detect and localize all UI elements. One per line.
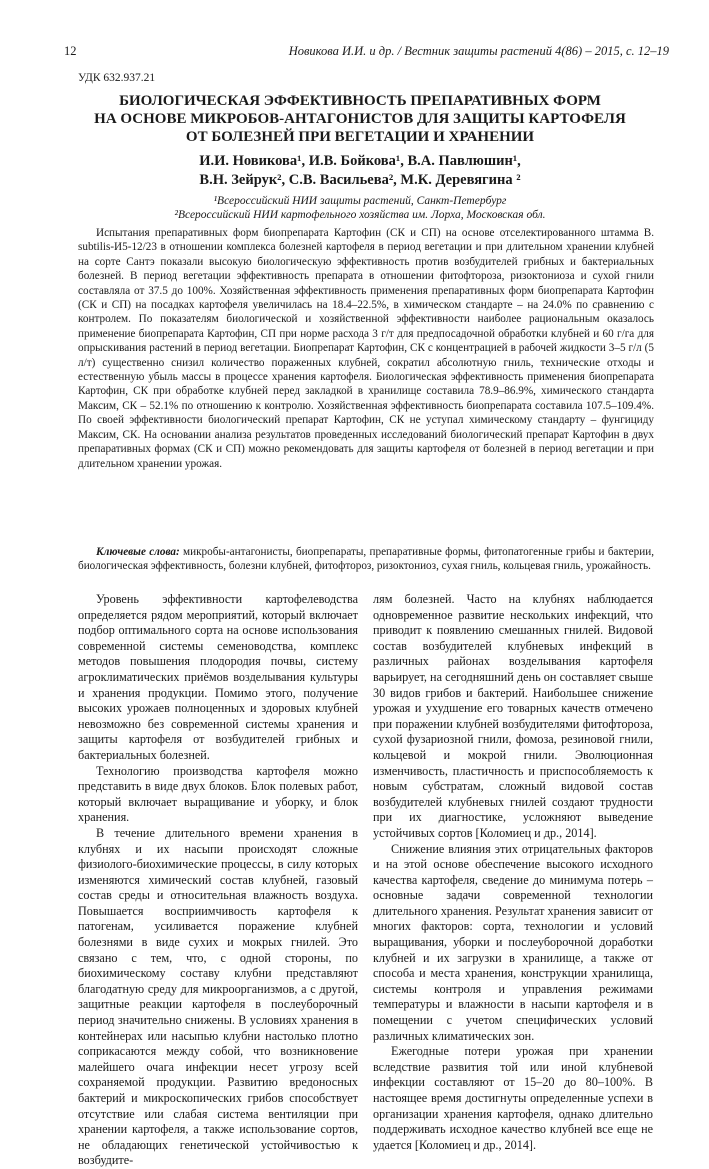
article-title xyxy=(70,92,650,146)
affiliation-1: ¹Всероссийский НИИ защиты растений, Санкт-Петербург xyxy=(213,195,507,207)
paragraph: Уровень эффективности картофелеводства определяется рядом мероприятий, который включает подбор оптимального сорта на основе использования современной системы семеноводства, комплекс методов повышения плодородия почвы, систему агроклиматических приёмов возделывания культуры и хранения продукции. Помимо этого, получение высоких урожаев полноценных и здоровых клубней невозможно без современной системы хранения и защиты картофеля от возбудителей грибных и бактериальных болезней. xyxy=(78,592,358,762)
journal-citation: Новикова И.И. и др. / Вестник защиты растений 4(86) – 2015, с. 12–19 xyxy=(288,44,669,58)
abstract-text: Испытания препаративных форм биопрепарата Картофин (СК и СП) на основе отселектированного штамма B. subtilis-И5-12/23 в отношении комплекса болезней картофеля в период вегетации и при длительном хранении клубней на сорте Сантэ показали высокую биологическую эффективность против возбудителей грибных и бактериальных болезней. В период вегетации эффективность препарата в отношении фитофтороза, ризоктониоза и сухой гнили составляла от 37.5 до 100%. Хозяйственная эффективность применения препаративных форм биопрепарата Картофин (СК и СП) на посадках картофеля увеличилась на 18.4–22.5%, в химическом стандарте – на 24.0% по сравнению с контролем. По показателям биологической и хозяйственной эффективности наиболее рациональным оказалось применение биопрепарата Картофин, СП при норме расхода 3 г/т для предпосадочной обработки клубней и 60 г/га для опрыскивания растений в период вегетации. Биопрепарат Картофин, СК с концентрацией в рабочей жидкости 3–5 г/л (5 л/т) существенно снизил количество пораженных клубней, сократил абсолютную гниль, технические отходы и естественную убыль массы в процессе хранения картофеля. Биологическая эффективность применения биопрепарата Картофин, СК при обработке клубней перед закладкой в хранилище составила 78.9–86.9%, химического стандарта Максим, СК – 52.1% по отношению к контролю. Хозяйственная эффективность биопрепарата составила 107.5–109.4%. По своей эффективности биологический препарат Картофин, СК не уступал химическому стандарту – фунгициду Максим, СК. На основании анализа результатов проведенных исследований биологический препарат Картофин в двух препаративных формах (СК и СП) можно рекомендовать для защиты картофеля от болезней в период вегетации и при длительном хранении урожая. xyxy=(78,227,654,470)
page-number: 12 xyxy=(64,44,77,58)
authors-line: И.И. Новикова¹, И.В. Бойкова¹, В.А. Павлюшин¹, xyxy=(199,153,521,169)
affiliation-2: ²Всероссийский НИИ картофельного хозяйства им. Лорха, Московская обл. xyxy=(174,209,546,221)
title-line: НА ОСНОВЕ МИКРОБОВ-АНТАГОНИСТОВ ДЛЯ ЗАЩИТЫ КАРТОФЕЛЯ xyxy=(94,111,626,127)
keywords xyxy=(78,545,654,574)
paragraph: лям болезней. Часто на клубнях наблюдается одновременное развитие нескольких инфекций, что приводит к появлению смешанных гнилей. Видовой состав возбудителей клубневых инфекций в различных районах возделывания картофеля варьирует, на сегодняшний день он составляет свыше 30 видов грибов и бактерий. Наибольшее снижение урожая и ухудшение его товарных качеств отмечено при поражении клубней возбудителями фитофтороза, сухой фузариозной гнили, фомоза, резиновой гнили, кольцевой и мокрой гнили. Эволюционная изменчивость, пластичность и приспособляемость к новым субстратам, сложный видовой состав возбудителей клубневых гнилей создают трудности при их диагностике, усложняют выведение устойчивых сортов [Коломиец и др., 2014]. xyxy=(373,592,653,840)
author-list xyxy=(70,152,650,190)
running-header xyxy=(64,44,669,60)
paragraph: Ежегодные потери урожая при хранении вследствие развития той или иной клубневой инфекции составляют от 15–20 до 80–100%. В настоящее время достигнуты определенные успехи в организации хранения картофеля, однако длительно поддерживать исходное качество клубней все еще не удается [Коломиец и др., 2014]. xyxy=(373,1044,653,1152)
udc-code: УДК 632.937.21 xyxy=(78,72,156,84)
paragraph: В течение длительного времени хранения в клубнях и их насыпи происходят сложные физиолого-биохимические процессы, в силу которых изменяются химический состав клубней, газовый состав среды и относительная влажность воздуха. Повышается восприимчивость картофеля к патогенам, усиливается поражение клубней болезнями в виде сухих и мокрых гнилей. Это связано с тем, что, с одной стороны, по биохимическому составу клубни представляют благодатную среду для микроорганизмов, а с другой, защитные реакции картофеля в послеуборочный период значительно снижены. В условиях хранения в контейнерах или насыпью клубни настолько плотно соприкасаются между собой, что возникновение малейшего очага инфекции несет угрозу всей сохраняемой продукции. Развитию вредоносных бактерий и микроскопических грибов способствует отсутствие или слабая система вентиляции при хранении картофеля, а также использование сортов, не обладающих генетической устойчивостью к возбудите- xyxy=(78,825,358,1168)
abstract xyxy=(78,226,654,471)
authors-line: В.Н. Зейрук², С.В. Васильева², М.К. Деревягина ² xyxy=(199,172,521,188)
paragraph: Снижение влияния этих отрицательных факторов и на этой основе обеспечение высокого исходного качества картофеля, сведение до минимума потерь – основные задачи современной технологии длительного хранения. Результат хранения зависит от многих факторов: сорта, технологии и условий выращивания, уборки и послеуборочной доработки клубней и их загрузки в хранилище, а также от способа и места хранения, конструкции хранилища, системы контроля и управления режимами температуры и влажности в насыпи картофеля и в помещении с учетом специфических условий различных климатических зон. xyxy=(373,841,653,1043)
title-line: ОТ БОЛЕЗНЕЙ ПРИ ВЕГЕТАЦИИ И ХРАНЕНИИ xyxy=(185,129,535,145)
body-column-left xyxy=(78,592,358,1169)
affiliations xyxy=(70,194,650,222)
keywords-text: микробы-антагонисты, биопрепараты, препаративные формы, фитопатогенные грибы и бактерии, биологическая эффективность, болезни клубней, фитофтороз, ризоктониоз, сухая гниль, кольцевая гниль, урожайность. xyxy=(78,546,654,573)
keywords-label: Ключевые слова: xyxy=(96,546,180,558)
body-column-right xyxy=(373,592,653,1153)
paragraph: Технологию производства картофеля можно представить в виде двух блоков. Блок полевых работ, который включает выращивание и уборку, и блок хранения. xyxy=(78,763,358,825)
title-line: БИОЛОГИЧЕСКАЯ ЭФФЕКТИВНОСТЬ ПРЕПАРАТИВНЫХ ФОРМ xyxy=(119,93,601,109)
